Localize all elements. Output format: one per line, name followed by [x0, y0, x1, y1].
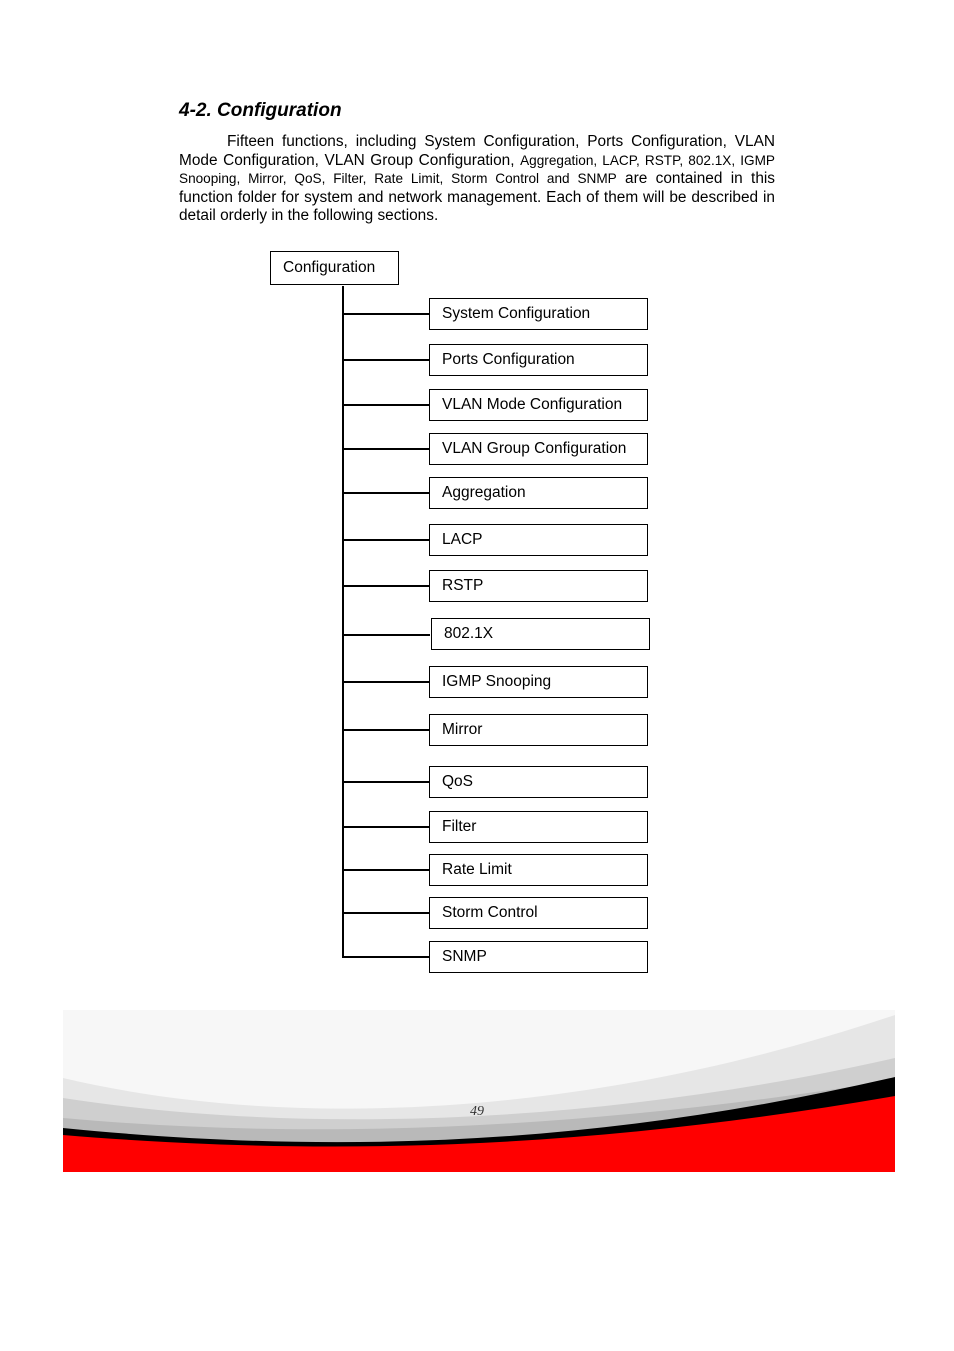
tree-node-ports-configuration [429, 344, 648, 376]
footer-swoosh-graphic [63, 1010, 895, 1172]
tree-branch-line [343, 956, 430, 958]
intro-text-1: Fifteen functions, including System Configuration, Ports Configuration, VLAN Mode Configuration, VLAN Group Configuration, [179, 133, 775, 169]
tree-branch-line [343, 634, 430, 636]
tree-node-label: Filter [442, 818, 477, 835]
tree-node-label: Aggregation [442, 484, 526, 501]
tree-node-mirror [429, 714, 648, 746]
tree-node-label: VLAN Group Configuration [442, 440, 627, 457]
tree-node-rstp [429, 570, 648, 602]
tree-branch-line [343, 404, 430, 406]
tree-node-rate-limit [429, 854, 648, 886]
tree-node-igmp-snooping [429, 666, 648, 698]
tree-node-vlan-group-configuration [429, 433, 648, 465]
tree-branch-line [343, 539, 430, 541]
tree-branch-line [343, 826, 430, 828]
tree-node-label: QoS [442, 773, 474, 790]
tree-trunk-line [342, 286, 344, 958]
tree-node-storm-control [429, 897, 648, 929]
tree-node-qos [429, 766, 648, 798]
tree-node-vlan-mode-configuration [429, 389, 648, 421]
intro-paragraph [179, 133, 775, 226]
tree-node-label: LACP [442, 531, 483, 548]
tree-node-system-configuration [429, 298, 648, 330]
tree-node-label: VLAN Mode Configuration [442, 396, 623, 413]
tree-node-snmp [429, 941, 648, 973]
tree-branch-line [343, 912, 430, 914]
tree-node-8021x [431, 618, 650, 650]
tree-node-aggregation [429, 477, 648, 509]
tree-branch-line [343, 869, 430, 871]
tree-branch-line [343, 781, 430, 783]
tree-node-label: Storm Control [442, 904, 538, 921]
tree-node-label: IGMP Snooping [442, 673, 552, 690]
tree-node-label: System Configuration [442, 305, 591, 322]
tree-root-node [270, 251, 399, 285]
tree-node-label: SNMP [442, 948, 487, 965]
intro-text-3: are contained in this function folder for system and network management. Each of them will be described in detail orderly in the following sections. [179, 170, 775, 225]
tree-branch-line [343, 492, 430, 494]
tree-branch-line [343, 359, 430, 361]
tree-node-label: 802.1X [444, 625, 494, 642]
tree-branch-line [343, 313, 430, 315]
tree-branch-line [343, 448, 430, 450]
tree-node-label: Rate Limit [442, 861, 512, 878]
tree-node-label: Ports Configuration [442, 351, 575, 368]
tree-branch-line [343, 729, 430, 731]
section-heading: 4-2. Configuration [179, 100, 342, 121]
tree-node-lacp [429, 524, 648, 556]
tree-node-label: Mirror [442, 721, 483, 738]
tree-branch-line [343, 681, 430, 683]
page-number: 49 [470, 1104, 484, 1119]
intro-text-2: Aggregation, LACP, RSTP, 802.1X, IGMP Snooping, Mirror, QoS, Filter, Rate Limit, Storm Control and SNMP [179, 152, 775, 187]
tree-node-filter [429, 811, 648, 843]
tree-branch-line [343, 585, 430, 587]
tree-root-label: Configuration [283, 259, 376, 276]
tree-node-label: RSTP [442, 577, 484, 594]
